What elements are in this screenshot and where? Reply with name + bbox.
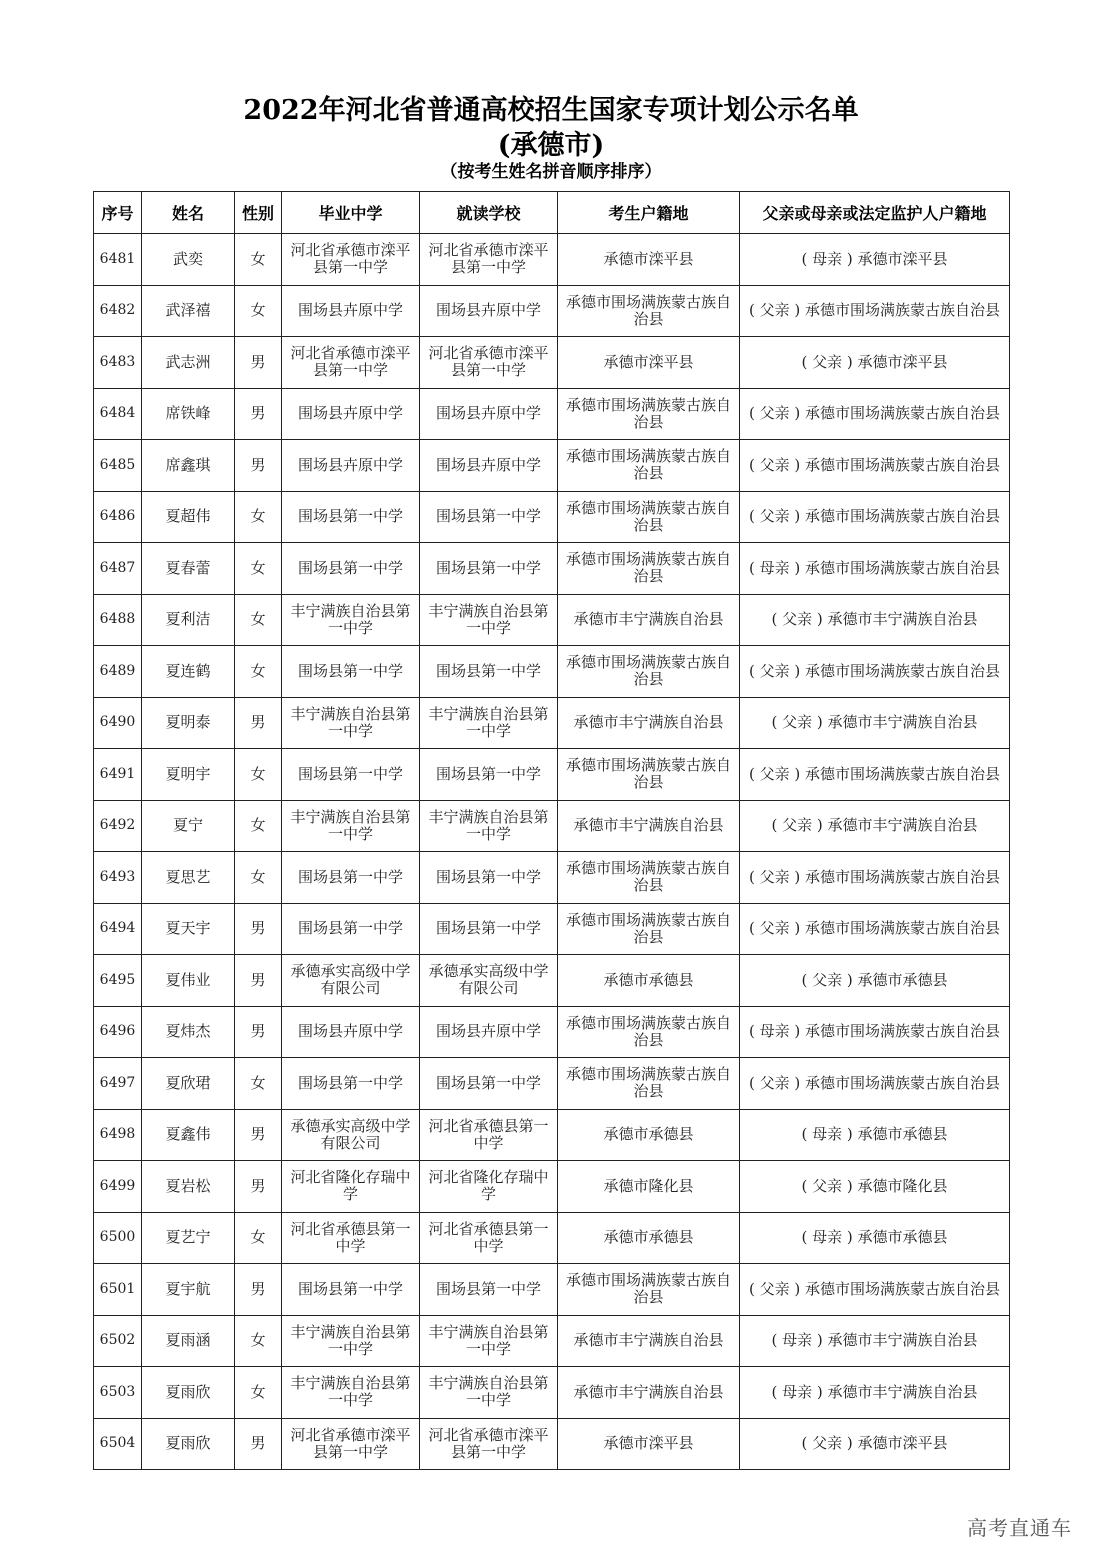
student-domicile-cell: 承德市围场满族蒙古族自治县 <box>558 749 740 801</box>
seq-cell: 6497 <box>94 1058 142 1110</box>
graduation-school-cell: 河北省承德市滦平县第一中学 <box>282 234 420 286</box>
parent-domicile-cell: ( 母亲 ) 承德市丰宁满族自治县 <box>740 1367 1010 1419</box>
table-row <box>94 440 1010 492</box>
parent-domicile-cell: ( 母亲 ) 承德市滦平县 <box>740 234 1010 286</box>
current-school-cell: 围场县第一中学 <box>420 543 558 595</box>
graduation-school-cell: 承德承实高级中学有限公司 <box>282 1109 420 1161</box>
name-cell: 夏伟业 <box>142 955 235 1007</box>
parent-domicile-cell: ( 父亲 ) 承德市围场满族蒙古族自治县 <box>740 440 1010 492</box>
header-gender: 性别 <box>235 192 282 234</box>
graduation-school-cell: 围场县卉原中学 <box>282 388 420 440</box>
gender-cell: 女 <box>235 1315 282 1367</box>
seq-cell: 6485 <box>94 440 142 492</box>
seq-cell: 6498 <box>94 1109 142 1161</box>
seq-cell: 6492 <box>94 800 142 852</box>
seq-cell: 6494 <box>94 903 142 955</box>
student-domicile-cell: 承德市围场满族蒙古族自治县 <box>558 388 740 440</box>
parent-domicile-cell: ( 父亲 ) 承德市丰宁满族自治县 <box>740 800 1010 852</box>
table-row <box>94 337 1010 389</box>
header-seq: 序号 <box>94 192 142 234</box>
parent-domicile-cell: ( 母亲 ) 承德市丰宁满族自治县 <box>740 1315 1010 1367</box>
name-cell: 夏利洁 <box>142 594 235 646</box>
student-domicile-cell: 承德市丰宁满族自治县 <box>558 800 740 852</box>
current-school-cell: 河北省承德县第一中学 <box>420 1109 558 1161</box>
current-school-cell: 丰宁满族自治县第一中学 <box>420 697 558 749</box>
graduation-school-cell: 河北省承德市滦平县第一中学 <box>282 337 420 389</box>
graduation-school-cell: 围场县第一中学 <box>282 646 420 698</box>
current-school-cell: 围场县第一中学 <box>420 491 558 543</box>
gender-cell: 男 <box>235 337 282 389</box>
name-cell: 武奕 <box>142 234 235 286</box>
graduation-school-cell: 围场县卉原中学 <box>282 1006 420 1058</box>
current-school-cell: 围场县第一中学 <box>420 646 558 698</box>
document-sort-note: （按考生姓名拼音顺序排序） <box>440 162 662 182</box>
graduation-school-cell: 河北省隆化存瑞中学 <box>282 1161 420 1213</box>
graduation-school-cell: 围场县第一中学 <box>282 749 420 801</box>
seq-cell: 6486 <box>94 491 142 543</box>
current-school-cell: 围场县第一中学 <box>420 903 558 955</box>
student-domicile-cell: 承德市承德县 <box>558 955 740 1007</box>
current-school-cell: 围场县卉原中学 <box>420 440 558 492</box>
parent-domicile-cell: ( 父亲 ) 承德市围场满族蒙古族自治县 <box>740 1058 1010 1110</box>
seq-cell: 6482 <box>94 285 142 337</box>
gender-cell: 女 <box>235 543 282 595</box>
graduation-school-cell: 围场县第一中学 <box>282 903 420 955</box>
name-cell: 夏雨欣 <box>142 1418 235 1470</box>
seq-cell: 6503 <box>94 1367 142 1419</box>
current-school-cell: 围场县第一中学 <box>420 749 558 801</box>
table-header-row <box>94 192 1010 234</box>
parent-domicile-cell: ( 父亲 ) 承德市围场满族蒙古族自治县 <box>740 646 1010 698</box>
table-row <box>94 1161 1010 1213</box>
current-school-cell: 河北省隆化存瑞中学 <box>420 1161 558 1213</box>
graduation-school-cell: 围场县第一中学 <box>282 543 420 595</box>
name-cell: 夏岩松 <box>142 1161 235 1213</box>
name-cell: 席鑫琪 <box>142 440 235 492</box>
seq-cell: 6496 <box>94 1006 142 1058</box>
student-domicile-cell: 承德市承德县 <box>558 1212 740 1264</box>
name-cell: 夏宇航 <box>142 1264 235 1316</box>
parent-domicile-cell: ( 父亲 ) 承德市丰宁满族自治县 <box>740 594 1010 646</box>
parent-domicile-cell: ( 父亲 ) 承德市围场满族蒙古族自治县 <box>740 852 1010 904</box>
gender-cell: 女 <box>235 491 282 543</box>
seq-cell: 6493 <box>94 852 142 904</box>
gender-cell: 男 <box>235 1006 282 1058</box>
gender-cell: 男 <box>235 1264 282 1316</box>
graduation-school-cell: 围场县第一中学 <box>282 1058 420 1110</box>
student-domicile-cell: 承德市围场满族蒙古族自治县 <box>558 440 740 492</box>
graduation-school-cell: 丰宁满族自治县第一中学 <box>282 1367 420 1419</box>
graduation-school-cell: 丰宁满族自治县第一中学 <box>282 697 420 749</box>
table-row <box>94 852 1010 904</box>
student-domicile-cell: 承德市滦平县 <box>558 337 740 389</box>
current-school-cell: 河北省承德市滦平县第一中学 <box>420 337 558 389</box>
parent-domicile-cell: ( 父亲 ) 承德市围场满族蒙古族自治县 <box>740 491 1010 543</box>
name-cell: 夏明泰 <box>142 697 235 749</box>
name-cell: 夏超伟 <box>142 491 235 543</box>
current-school-cell: 丰宁满族自治县第一中学 <box>420 594 558 646</box>
table-row <box>94 800 1010 852</box>
gender-cell: 女 <box>235 852 282 904</box>
name-cell: 夏明宇 <box>142 749 235 801</box>
table-row <box>94 1058 1010 1110</box>
seq-cell: 6504 <box>94 1418 142 1470</box>
current-school-cell: 河北省承德市滦平县第一中学 <box>420 234 558 286</box>
parent-domicile-cell: ( 父亲 ) 承德市丰宁满族自治县 <box>740 697 1010 749</box>
seq-cell: 6499 <box>94 1161 142 1213</box>
table-row <box>94 646 1010 698</box>
graduation-school-cell: 围场县第一中学 <box>282 852 420 904</box>
student-domicile-cell: 承德市围场满族蒙古族自治县 <box>558 646 740 698</box>
table-row <box>94 955 1010 1007</box>
table-row <box>94 903 1010 955</box>
student-domicile-cell: 承德市滦平县 <box>558 1418 740 1470</box>
document-title: 2022年河北省普通高校招生国家专项计划公示名单 <box>243 95 859 126</box>
table-row <box>94 749 1010 801</box>
header-parent-domicile: 父亲或母亲或法定监护人户籍地 <box>740 192 1010 234</box>
table-row <box>94 1006 1010 1058</box>
name-cell: 夏宁 <box>142 800 235 852</box>
current-school-cell: 围场县卉原中学 <box>420 285 558 337</box>
graduation-school-cell: 围场县第一中学 <box>282 491 420 543</box>
table-row <box>94 388 1010 440</box>
gender-cell: 女 <box>235 646 282 698</box>
name-cell: 夏欣珺 <box>142 1058 235 1110</box>
graduation-school-cell: 承德承实高级中学有限公司 <box>282 955 420 1007</box>
table-row <box>94 491 1010 543</box>
gender-cell: 男 <box>235 440 282 492</box>
parent-domicile-cell: ( 父亲 ) 承德市围场满族蒙古族自治县 <box>740 903 1010 955</box>
name-cell: 夏春蕾 <box>142 543 235 595</box>
table-row <box>94 594 1010 646</box>
seq-cell: 6489 <box>94 646 142 698</box>
student-domicile-cell: 承德市丰宁满族自治县 <box>558 1367 740 1419</box>
student-domicile-cell: 承德市围场满族蒙古族自治县 <box>558 1058 740 1110</box>
header-graduation-school: 毕业中学 <box>282 192 420 234</box>
seq-cell: 6487 <box>94 543 142 595</box>
seq-cell: 6490 <box>94 697 142 749</box>
student-domicile-cell: 承德市承德县 <box>558 1109 740 1161</box>
student-domicile-cell: 承德市围场满族蒙古族自治县 <box>558 285 740 337</box>
graduation-school-cell: 围场县卉原中学 <box>282 440 420 492</box>
table-row <box>94 1367 1010 1419</box>
parent-domicile-cell: ( 母亲 ) 承德市围场满族蒙古族自治县 <box>740 543 1010 595</box>
student-domicile-cell: 承德市滦平县 <box>558 234 740 286</box>
gender-cell: 男 <box>235 955 282 1007</box>
table-body <box>94 234 1010 1470</box>
table-row <box>94 1418 1010 1470</box>
parent-domicile-cell: ( 父亲 ) 承德市隆化县 <box>740 1161 1010 1213</box>
seq-cell: 6484 <box>94 388 142 440</box>
seq-cell: 6501 <box>94 1264 142 1316</box>
table-row <box>94 1315 1010 1367</box>
name-cell: 夏连鹤 <box>142 646 235 698</box>
student-domicile-cell: 承德市围场满族蒙古族自治县 <box>558 543 740 595</box>
current-school-cell: 围场县第一中学 <box>420 852 558 904</box>
student-domicile-cell: 承德市丰宁满族自治县 <box>558 697 740 749</box>
name-cell: 夏雨欣 <box>142 1367 235 1419</box>
student-domicile-cell: 承德市围场满族蒙古族自治县 <box>558 491 740 543</box>
current-school-cell: 河北省承德市滦平县第一中学 <box>420 1418 558 1470</box>
table-row <box>94 697 1010 749</box>
student-domicile-cell: 承德市丰宁满族自治县 <box>558 594 740 646</box>
parent-domicile-cell: ( 父亲 ) 承德市围场满族蒙古族自治县 <box>740 285 1010 337</box>
parent-domicile-cell: ( 父亲 ) 承德市围场满族蒙古族自治县 <box>740 388 1010 440</box>
graduation-school-cell: 丰宁满族自治县第一中学 <box>282 800 420 852</box>
name-cell: 夏思艺 <box>142 852 235 904</box>
gender-cell: 男 <box>235 903 282 955</box>
table-row <box>94 234 1010 286</box>
name-cell: 夏鑫伟 <box>142 1109 235 1161</box>
gender-cell: 男 <box>235 1109 282 1161</box>
header-student-domicile: 考生户籍地 <box>558 192 740 234</box>
student-domicile-cell: 承德市围场满族蒙古族自治县 <box>558 1006 740 1058</box>
current-school-cell: 围场县第一中学 <box>420 1058 558 1110</box>
current-school-cell: 围场县第一中学 <box>420 1264 558 1316</box>
gender-cell: 男 <box>235 1161 282 1213</box>
seq-cell: 6483 <box>94 337 142 389</box>
seq-cell: 6491 <box>94 749 142 801</box>
gender-cell: 男 <box>235 388 282 440</box>
current-school-cell: 承德承实高级中学有限公司 <box>420 955 558 1007</box>
graduation-school-cell: 丰宁满族自治县第一中学 <box>282 1315 420 1367</box>
seq-cell: 6495 <box>94 955 142 1007</box>
student-domicile-cell: 承德市丰宁满族自治县 <box>558 1315 740 1367</box>
gender-cell: 女 <box>235 234 282 286</box>
table-row <box>94 1212 1010 1264</box>
graduation-school-cell: 围场县第一中学 <box>282 1264 420 1316</box>
current-school-cell: 丰宁满族自治县第一中学 <box>420 800 558 852</box>
parent-domicile-cell: ( 母亲 ) 承德市承德县 <box>740 1212 1010 1264</box>
seq-cell: 6488 <box>94 594 142 646</box>
gender-cell: 女 <box>235 594 282 646</box>
name-cell: 夏雨涵 <box>142 1315 235 1367</box>
parent-domicile-cell: ( 父亲 ) 承德市围场满族蒙古族自治县 <box>740 1264 1010 1316</box>
name-cell: 夏艺宁 <box>142 1212 235 1264</box>
parent-domicile-cell: ( 父亲 ) 承德市承德县 <box>740 955 1010 1007</box>
graduation-school-cell: 围场县卉原中学 <box>282 285 420 337</box>
gender-cell: 女 <box>235 1058 282 1110</box>
parent-domicile-cell: ( 父亲 ) 承德市滦平县 <box>740 337 1010 389</box>
current-school-cell: 河北省承德县第一中学 <box>420 1212 558 1264</box>
current-school-cell: 丰宁满族自治县第一中学 <box>420 1315 558 1367</box>
gender-cell: 女 <box>235 749 282 801</box>
current-school-cell: 围场县卉原中学 <box>420 1006 558 1058</box>
header-current-school: 就读学校 <box>420 192 558 234</box>
graduation-school-cell: 河北省承德市滦平县第一中学 <box>282 1418 420 1470</box>
table-row <box>94 543 1010 595</box>
gender-cell: 男 <box>235 1418 282 1470</box>
student-domicile-cell: 承德市围场满族蒙古族自治县 <box>558 1264 740 1316</box>
seq-cell: 6500 <box>94 1212 142 1264</box>
seq-cell: 6502 <box>94 1315 142 1367</box>
name-cell: 夏天宇 <box>142 903 235 955</box>
gender-cell: 女 <box>235 1212 282 1264</box>
document-subtitle-city: (承德市) <box>497 130 605 161</box>
watermark: 高考直通车 <box>967 1516 1072 1540</box>
gender-cell: 女 <box>235 800 282 852</box>
seq-cell: 6481 <box>94 234 142 286</box>
parent-domicile-cell: ( 母亲 ) 承德市围场满族蒙古族自治县 <box>740 1006 1010 1058</box>
name-cell: 夏炜杰 <box>142 1006 235 1058</box>
current-school-cell: 围场县卉原中学 <box>420 388 558 440</box>
student-domicile-cell: 承德市围场满族蒙古族自治县 <box>558 903 740 955</box>
graduation-school-cell: 丰宁满族自治县第一中学 <box>282 594 420 646</box>
parent-domicile-cell: ( 母亲 ) 承德市承德县 <box>740 1109 1010 1161</box>
gender-cell: 男 <box>235 697 282 749</box>
name-cell: 武志洲 <box>142 337 235 389</box>
roster-table <box>93 191 1010 1470</box>
table-row <box>94 285 1010 337</box>
parent-domicile-cell: ( 父亲 ) 承德市滦平县 <box>740 1418 1010 1470</box>
current-school-cell: 丰宁满族自治县第一中学 <box>420 1367 558 1419</box>
gender-cell: 女 <box>235 285 282 337</box>
name-cell: 武泽禧 <box>142 285 235 337</box>
name-cell: 席铁峰 <box>142 388 235 440</box>
student-domicile-cell: 承德市隆化县 <box>558 1161 740 1213</box>
graduation-school-cell: 河北省承德县第一中学 <box>282 1212 420 1264</box>
student-domicile-cell: 承德市围场满族蒙古族自治县 <box>558 852 740 904</box>
header-name: 姓名 <box>142 192 235 234</box>
table-row <box>94 1109 1010 1161</box>
gender-cell: 女 <box>235 1367 282 1419</box>
table-row <box>94 1264 1010 1316</box>
parent-domicile-cell: ( 父亲 ) 承德市围场满族蒙古族自治县 <box>740 749 1010 801</box>
